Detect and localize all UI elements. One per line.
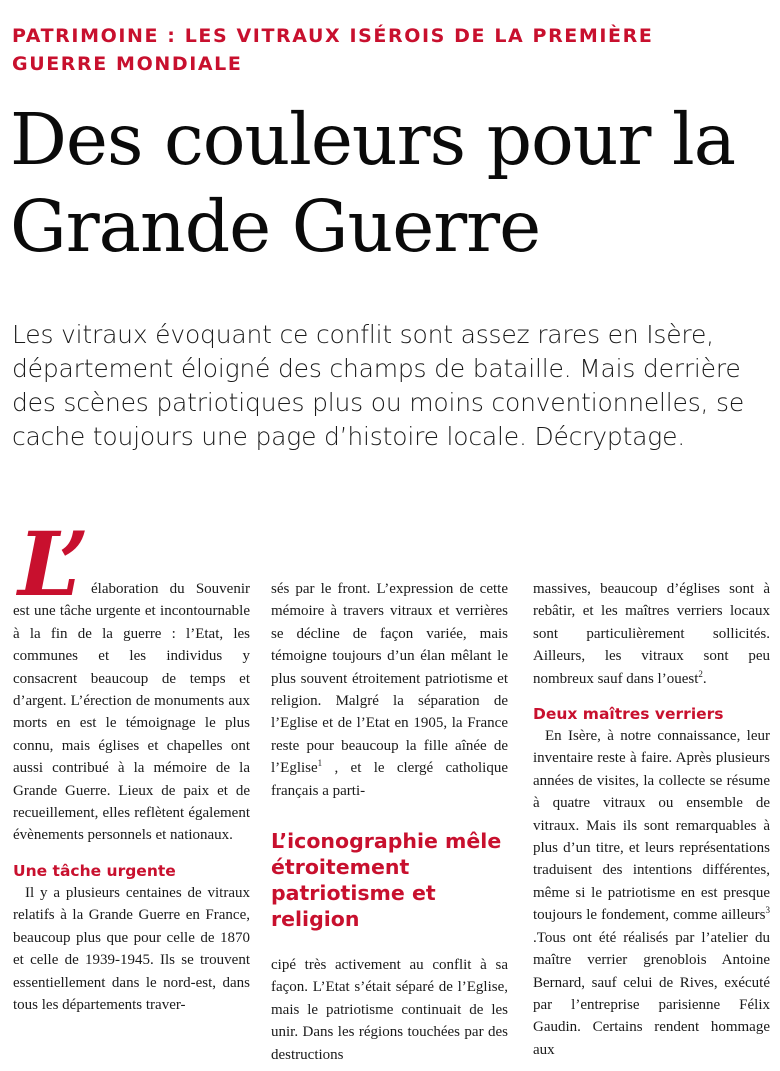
body-text: .Tous ont été réalisés par l’atelier du maître verrier grenoblois Antoine Bernard, sauf celui de Rives, exécuté par l’entreprise parisienne Félix Gaudin. Certains rendent hommage aux <box>533 929 770 1058</box>
body-text: , et le clergé catholique français a parti- <box>271 760 508 799</box>
drop-cap: L’ <box>18 512 90 616</box>
intro-paragraph: élaboration du Souvenir est une tâche urgente et incontournable à la fin de la guerre : l’Etat, les communes et les individus y consacrent beaucoup de temps et d’argent. L’érection de monuments aux morts en est le témoignage le plus connu, mais églises et chapelles ont aussi contribué à la mémoire de la Grande Guerre. Lieux de paix et de recueillement, elles reflètent également évènements personnels et nationaux. <box>13 581 250 844</box>
article-standfirst: Les vitraux évoquant ce conflit sont assez rares en Isère, département éloigné des champs de bataille. Mais derrière des scènes patriotiques plus ou moins conventionnelles, se cache toujours une page d’histoire locale. Décryptage. <box>12 320 745 451</box>
body-paragraph <box>533 578 770 690</box>
subhead-une-tache-urgente: Une tâche urgente <box>13 861 176 880</box>
article-headline: Des couleurs pour la Grande Guerre <box>10 98 736 268</box>
body-paragraph <box>533 725 770 1061</box>
footnote-ref: 3 <box>765 905 770 916</box>
body-text: . <box>702 670 707 687</box>
column-3 <box>533 578 770 1061</box>
footnote-ref: 2 <box>698 668 703 679</box>
pull-quote: L’iconographie mêle étroitement patriotisme et religion <box>271 829 502 932</box>
body-text: En Isère, à notre connaissance, leur inventaire reste à faire. Après plusieurs années de visites, la collecte se résume à quatre vitraux ou ensemble de vitraux. Mais ils sont remarquables à plus d’un titre, et leurs représentations traduisent des intentions différentes, même si le patriotisme en est presque toujours le fondement, comme ailleurs <box>533 728 770 924</box>
footnote-ref: 1 <box>317 758 323 769</box>
body-text: massives, beaucoup d’églises sont à rebâtir, et les maîtres verriers locaux sont particulièrement sollicités. Ailleurs, les vitraux sont peu nombreux sauf dans l’ouest <box>533 581 770 687</box>
column-1 <box>13 578 250 1016</box>
body-paragraph: cipé très activement au conflit à sa façon. L’Etat s’était séparé de l’Eglise, mais le patriotisme continuait de les unir. Dans les régions touchées par des destructions <box>271 957 508 1063</box>
body-text: sés par le front. L’expression de cette mémoire à travers vitraux et verrières se décline de façon variée, mais témoigne toujours d’un élan mêlant le plus souvent étroitement patriotisme et religion. Malgré la séparation de l’Eglise et de l’Etat en 1905, la France reste pour beaucoup la fille aînée de l’Eglise <box>271 581 508 777</box>
body-paragraph: Il y a plusieurs centaines de vitraux relatifs à la Grande Guerre en France, beaucoup plus que pour celle de 1870 et celle de 1939-1945. Ils se trouvent essentiellement dans le nord-est, dans tous les départements traver- <box>13 884 250 1013</box>
column-2 <box>271 578 508 1066</box>
body-paragraph <box>271 578 508 802</box>
section-kicker: PATRIMOINE : LES VITRAUX ISÉROIS DE LA PREMIÈRE GUERRE MONDIALE <box>12 25 654 75</box>
subhead-deux-maitres-verriers: Deux maîtres verriers <box>533 705 724 724</box>
